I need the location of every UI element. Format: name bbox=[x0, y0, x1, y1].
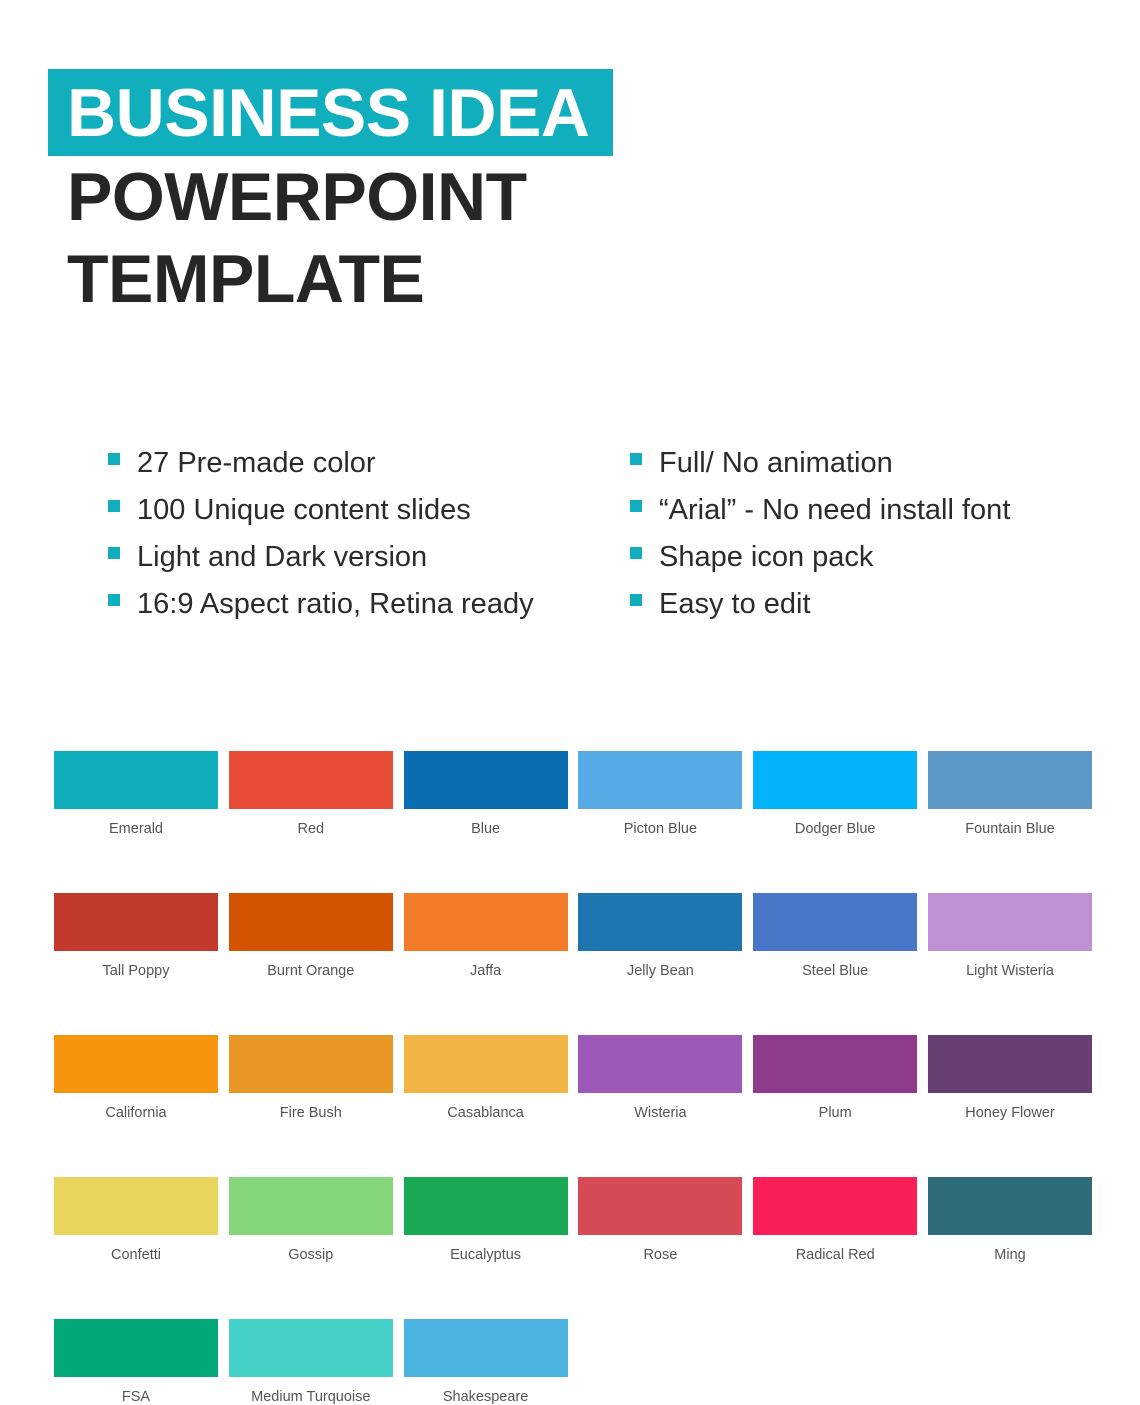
swatch-color-chip bbox=[54, 893, 218, 951]
bullet-square-icon bbox=[630, 500, 642, 512]
swatch-name: Medium Turquoise bbox=[251, 1389, 371, 1405]
swatch-color-chip bbox=[578, 893, 742, 951]
swatch-color-chip bbox=[404, 1035, 568, 1093]
color-swatch bbox=[229, 1177, 393, 1263]
color-swatch bbox=[404, 893, 568, 979]
swatch-color-chip bbox=[404, 751, 568, 809]
swatch-name: Burnt Orange bbox=[267, 963, 355, 979]
feature-text: “Arial” - No need install font bbox=[659, 494, 1011, 526]
feature-text: Light and Dark version bbox=[137, 541, 428, 573]
swatch-color-chip bbox=[54, 1035, 218, 1093]
swatch-name: Wisteria bbox=[634, 1105, 687, 1121]
swatch-name: Emerald bbox=[109, 821, 163, 837]
color-swatch bbox=[229, 893, 393, 979]
feature-item bbox=[108, 534, 534, 581]
color-swatch bbox=[578, 893, 742, 979]
feature-text: 100 Unique content slides bbox=[137, 494, 471, 526]
feature-text: Shape icon pack bbox=[659, 541, 874, 573]
swatch-name: Honey Flower bbox=[965, 1105, 1055, 1121]
swatch-color-chip bbox=[229, 1035, 393, 1093]
feature-list-left bbox=[108, 440, 534, 628]
color-swatch-grid bbox=[54, 751, 1092, 1405]
swatch-name: Jelly Bean bbox=[626, 963, 694, 979]
feature-list-right bbox=[630, 440, 1010, 628]
color-swatch bbox=[578, 1035, 742, 1121]
swatch-name: Fountain Blue bbox=[965, 821, 1055, 837]
bullet-square-icon bbox=[630, 547, 642, 559]
swatch-color-chip bbox=[229, 1177, 393, 1235]
swatch-color-chip bbox=[404, 893, 568, 951]
color-swatch bbox=[54, 1319, 218, 1405]
swatch-name: Confetti bbox=[111, 1247, 161, 1263]
feature-text: 27 Pre-made color bbox=[137, 447, 376, 479]
feature-text: Easy to edit bbox=[659, 588, 811, 620]
feature-text: 16:9 Aspect ratio, Retina ready bbox=[137, 588, 534, 620]
color-swatch bbox=[404, 751, 568, 837]
color-swatch bbox=[229, 1035, 393, 1121]
color-swatch bbox=[928, 1177, 1092, 1263]
feature-item bbox=[630, 487, 1010, 534]
swatch-color-chip bbox=[54, 1319, 218, 1377]
color-swatch bbox=[404, 1319, 568, 1405]
color-swatch bbox=[54, 1177, 218, 1263]
feature-text: Full/ No animation bbox=[659, 447, 893, 479]
color-swatch bbox=[578, 751, 742, 837]
feature-item bbox=[630, 534, 1010, 581]
color-swatch bbox=[928, 1035, 1092, 1121]
title-line-1: BUSINESS IDEA bbox=[67, 75, 590, 151]
title-line-3: TEMPLATE bbox=[67, 241, 425, 317]
swatch-name: Shakespeare bbox=[442, 1389, 529, 1405]
swatch-color-chip bbox=[229, 1319, 393, 1377]
swatch-color-chip bbox=[404, 1319, 568, 1377]
feature-item bbox=[108, 487, 534, 534]
color-swatch bbox=[753, 751, 917, 837]
swatch-color-chip bbox=[578, 1035, 742, 1093]
color-swatch bbox=[54, 751, 218, 837]
bullet-square-icon bbox=[108, 594, 120, 606]
swatch-color-chip bbox=[753, 893, 917, 951]
swatch-name: Steel Blue bbox=[802, 963, 869, 979]
bullet-square-icon bbox=[108, 547, 120, 559]
swatch-color-chip bbox=[928, 1035, 1092, 1093]
swatch-name: Light Wisteria bbox=[966, 963, 1054, 979]
color-swatch bbox=[54, 1035, 218, 1121]
swatch-name: Fire Bush bbox=[279, 1105, 342, 1121]
swatch-name: FSA bbox=[121, 1389, 151, 1405]
swatch-color-chip bbox=[753, 1035, 917, 1093]
swatch-name: Eucalyptus bbox=[450, 1247, 522, 1263]
color-swatch bbox=[229, 751, 393, 837]
color-swatch bbox=[404, 1035, 568, 1121]
color-swatch bbox=[753, 1035, 917, 1121]
swatch-name: Plum bbox=[818, 1105, 852, 1121]
swatch-name: Rose bbox=[643, 1247, 678, 1263]
bullet-square-icon bbox=[630, 594, 642, 606]
bullet-square-icon bbox=[108, 453, 120, 465]
swatch-name: Tall Poppy bbox=[102, 963, 170, 979]
swatch-name: Red bbox=[297, 821, 325, 837]
swatch-name: Gossip bbox=[288, 1247, 334, 1263]
feature-item bbox=[630, 581, 1010, 628]
color-swatch bbox=[404, 1177, 568, 1263]
swatch-color-chip bbox=[578, 1177, 742, 1235]
swatch-name: Ming bbox=[994, 1247, 1026, 1263]
swatch-color-chip bbox=[753, 751, 917, 809]
color-swatch bbox=[753, 893, 917, 979]
swatch-color-chip bbox=[928, 1177, 1092, 1235]
swatch-name: Casablanca bbox=[447, 1105, 524, 1121]
bullet-square-icon bbox=[630, 453, 642, 465]
swatch-color-chip bbox=[928, 751, 1092, 809]
swatch-color-chip bbox=[928, 893, 1092, 951]
swatch-color-chip bbox=[753, 1177, 917, 1235]
color-swatch bbox=[578, 1177, 742, 1263]
swatch-color-chip bbox=[404, 1177, 568, 1235]
feature-item bbox=[630, 440, 1010, 487]
color-swatch bbox=[229, 1319, 393, 1405]
feature-item bbox=[108, 581, 534, 628]
swatch-color-chip bbox=[54, 1177, 218, 1235]
swatch-color-chip bbox=[229, 751, 393, 809]
swatch-name: California bbox=[105, 1105, 167, 1121]
bullet-square-icon bbox=[108, 500, 120, 512]
swatch-name: Picton Blue bbox=[623, 821, 698, 837]
color-swatch bbox=[928, 751, 1092, 837]
title-line-2: POWERPOINT bbox=[67, 159, 527, 235]
swatch-color-chip bbox=[229, 893, 393, 951]
color-swatch bbox=[753, 1177, 917, 1263]
swatch-name: Blue bbox=[471, 821, 501, 837]
feature-item bbox=[108, 440, 534, 487]
swatch-color-chip bbox=[54, 751, 218, 809]
swatch-name: Dodger Blue bbox=[794, 821, 876, 837]
swatch-name: Radical Red bbox=[795, 1247, 875, 1263]
swatch-color-chip bbox=[578, 751, 742, 809]
color-swatch bbox=[928, 893, 1092, 979]
swatch-name: Jaffa bbox=[470, 963, 502, 979]
color-swatch bbox=[54, 893, 218, 979]
